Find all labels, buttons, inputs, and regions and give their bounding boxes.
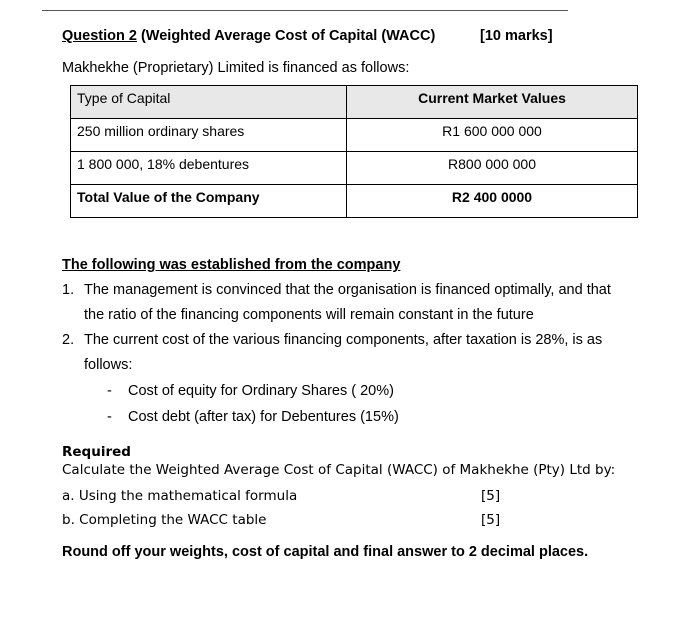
required-item-a: a. Using the mathematical formula: [62, 488, 298, 504]
top-divider: [42, 10, 568, 11]
required-item-a-marks: [5]: [481, 488, 501, 504]
bullet-dash: -: [107, 383, 112, 399]
cost-of-equity-item: Cost of equity for Ordinary Shares ( 20%): [128, 383, 394, 399]
list-item-text: the ratio of the financing components will remain constant in the future: [84, 307, 534, 323]
question-title: [62, 28, 435, 44]
table-row: [71, 152, 638, 185]
header-current-market-values: Current Market Values: [347, 86, 638, 119]
cell-market-value: R1 600 000 000: [347, 119, 638, 152]
list-item-text: The current cost of the various financing components, after taxation is 28%, is as: [84, 332, 603, 348]
required-item-b: b. Completing the WACC table: [62, 512, 267, 528]
header-type-of-capital: Type of Capital: [71, 86, 347, 119]
bullet-dash: -: [107, 409, 112, 425]
cell-capital-type: 1 800 000, 18% debentures: [71, 152, 347, 185]
cell-total-value: R2 400 0000: [347, 185, 638, 218]
established-heading: The following was established from the company: [62, 257, 401, 273]
required-item-b-marks: [5]: [481, 512, 501, 528]
question-marks: [10 marks]: [480, 28, 553, 44]
question-topic: (Weighted Average Cost of Capital (WACC): [140, 28, 436, 44]
rounding-note: Round off your weights, cost of capital and final answer to 2 decimal places.: [62, 544, 589, 560]
cell-capital-type: 250 million ordinary shares: [71, 119, 347, 152]
cell-total-label: Total Value of the Company: [71, 185, 347, 218]
question-number: Question 2: [62, 28, 137, 44]
list-item-number: 2.: [62, 332, 75, 348]
list-item-number: 1.: [62, 282, 75, 298]
list-item-text: follows:: [84, 357, 133, 373]
required-text: Calculate the Weighted Average Cost of Capital (WACC) of Makhekhe (Pty) Ltd by:: [62, 462, 616, 478]
cell-market-value: R800 000 000: [347, 152, 638, 185]
table-row: [71, 119, 638, 152]
table-total-row: [71, 185, 638, 218]
intro-text: Makhekhe (Proprietary) Limited is financed as follows:: [62, 60, 410, 76]
list-item-text: The management is convinced that the organisation is financed optimally, and that: [84, 282, 611, 298]
cost-of-debt-item: Cost debt (after tax) for Debentures (15%): [128, 409, 399, 425]
capital-table: [70, 85, 638, 218]
table-header-row: [71, 86, 638, 119]
required-heading: Required: [62, 444, 131, 460]
